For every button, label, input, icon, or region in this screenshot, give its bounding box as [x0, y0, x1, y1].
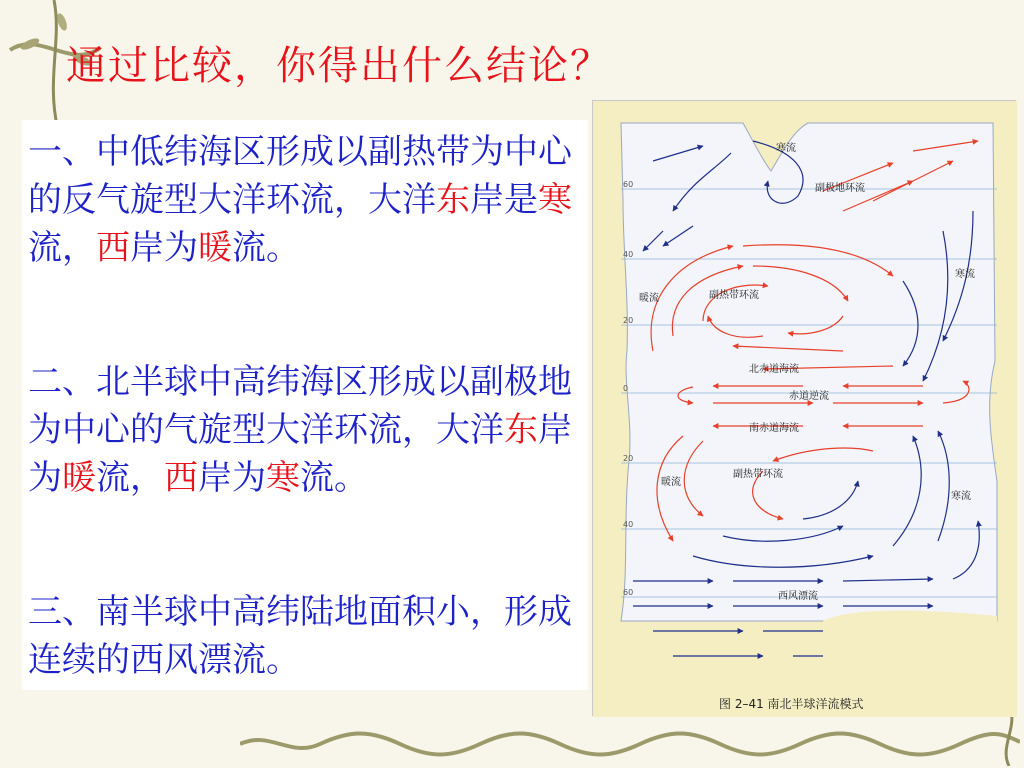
label-subtropical-north: 副热带环流 [709, 290, 759, 301]
conclusion-run: 岸为 [198, 458, 266, 498]
latitude-label: 60 [623, 180, 634, 189]
figure-caption: 图 2–41 南北半球洋流模式 [719, 697, 864, 711]
latitude-label: 40 [623, 250, 634, 259]
decorative-vine-bottom [240, 728, 1020, 768]
latitude-label: 60 [623, 588, 634, 597]
conclusion-run: 岸是 [470, 180, 538, 220]
conclusion-run: 西 [164, 458, 198, 498]
conclusion-run: 东 [436, 180, 470, 220]
conclusion-run: 西 [96, 228, 130, 268]
label-subpolar-gyre: 副极地环流 [815, 183, 865, 194]
conclusion-run: 二、北半球中高纬海区形成以副极地为中心的气旋型大洋环流，大洋 [28, 362, 572, 450]
conclusion-run: 寒 [266, 458, 300, 498]
conclusion-2 [28, 358, 580, 502]
label-west-wind-drift: 西风漂流 [778, 591, 818, 602]
conclusion-run: 岸为 [28, 410, 572, 498]
conclusion-run: 流， [96, 458, 164, 498]
latitude-label: 20 [623, 316, 634, 325]
conclusion-run: 东 [504, 410, 538, 450]
slide-title: 通过比较，你得出什么结论？ [66, 43, 612, 89]
conclusion-run: 岸为 [130, 228, 198, 268]
latitude-label: 0 [623, 384, 629, 393]
label-cold-ne: 寒流 [955, 269, 975, 280]
label-cold-se: 寒流 [951, 491, 971, 502]
latitude-label: 40 [623, 520, 634, 529]
conclusion-run: 暖 [62, 458, 96, 498]
label-cold-north: 寒流 [776, 143, 796, 154]
conclusion-run: 流， [28, 228, 96, 268]
conclusion-run: 一、中低纬海区形成以副热带为中心的反气旋型大洋环流，大洋 [28, 132, 572, 220]
label-north-equatorial: 北赤道海流 [749, 364, 799, 375]
conclusions-panel [22, 120, 588, 690]
conclusion-3 [28, 588, 580, 684]
conclusion-1 [28, 128, 580, 272]
ocean-area [621, 123, 997, 621]
label-subtropical-south: 副热带环流 [733, 469, 783, 480]
label-warm-sw: 暖流 [661, 477, 681, 488]
conclusion-run: 暖 [198, 228, 232, 268]
conclusion-run: 流。 [300, 458, 368, 498]
conclusion-run: 三、南半球中高纬陆地面积小，形成连续的西风漂流。 [28, 592, 572, 680]
ocean-current-diagram [592, 100, 1016, 716]
ocean-current-map [593, 101, 1017, 717]
conclusion-run: 流。 [232, 228, 300, 268]
label-south-equatorial: 南赤道海流 [749, 423, 799, 434]
label-warm-nw: 暖流 [639, 293, 659, 304]
label-counter-current: 赤道逆流 [789, 391, 829, 402]
southern-land [823, 611, 997, 676]
latitude-label: 20 [623, 454, 634, 463]
conclusion-run: 寒 [538, 180, 572, 220]
